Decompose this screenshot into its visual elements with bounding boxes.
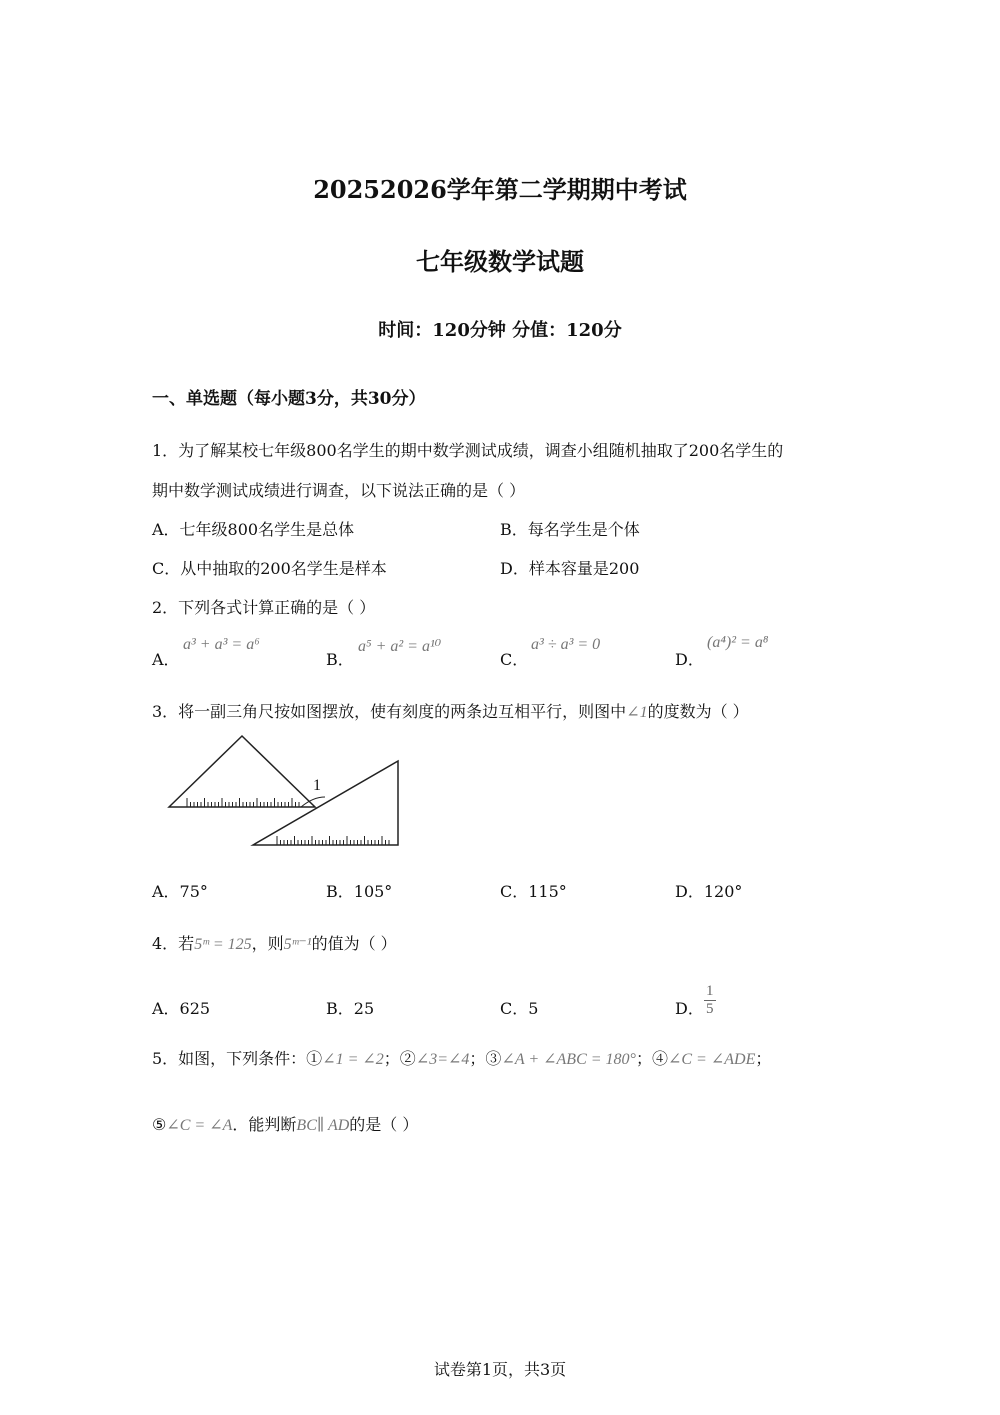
q5-stem-line2 <box>152 1112 418 1135</box>
q4-option-d-fraction <box>704 983 716 1018</box>
q4-option-b: B．25 <box>326 999 375 1018</box>
q2-option-d-math: (a⁴)² = a⁸ <box>707 634 769 651</box>
q5-sep-1: ；② <box>383 1049 416 1068</box>
q4-expression-math: 5ᵐ⁻¹ <box>283 936 312 953</box>
q1-option-c: C．从中抽取的200名学生是样本 <box>152 559 387 578</box>
q3-stem-post: 的度数为（ ） <box>647 702 749 721</box>
q5-sep-2: ；③ <box>469 1049 502 1068</box>
q5-condition-1: ∠1 = ∠2 <box>322 1051 384 1068</box>
q5-condition-3: ∠A + ∠ABC = 180° <box>501 1051 636 1068</box>
angle-1-label: 1 <box>313 777 321 794</box>
q5-condition-5: ∠C = ∠A <box>166 1117 233 1134</box>
q5-stem-line1 <box>152 1046 771 1069</box>
triangle-rulers-figure <box>165 733 405 848</box>
q1-option-b: B．每名学生是个体 <box>500 520 640 539</box>
q2-stem: 2．下列各式计算正确的是（ ） <box>152 598 376 617</box>
q4-option-a: A．625 <box>152 999 211 1018</box>
q1-stem-line1: 1．为了解某校七年级800名学生的期中数学测试成绩，调查小组随机抽取了200名学生的 <box>152 441 784 460</box>
exam-meta: 时间：120分钟 分值：120分 <box>378 320 622 341</box>
ruler-triangle-45 <box>169 736 315 807</box>
q4-option-d-label: D． <box>675 999 704 1018</box>
q5-line2-post: 的是（ ） <box>349 1115 419 1134</box>
q3-angle-math: ∠1 <box>626 704 648 721</box>
q2-option-a-label: A． <box>152 650 180 669</box>
q5-condition-2: ∠3=∠4 <box>415 1051 470 1068</box>
section-heading: 一、单选题（每小题3分，共30分） <box>152 389 426 409</box>
exam-subtitle: 七年级数学试题 <box>416 247 584 276</box>
q3-option-b: B．105° <box>326 882 393 901</box>
q2-option-b-label: B． <box>326 650 354 669</box>
q3-stem <box>152 699 749 722</box>
q3-option-c: C．115° <box>500 882 567 901</box>
q3-stem-pre: 3．将一副三角尺按如图摆放，使有刻度的两条边互相平行，则图中 <box>152 702 627 721</box>
q4-stem-post: 的值为（ ） <box>311 934 397 953</box>
q2-option-c-math: a³ ÷ a³ = 0 <box>531 636 601 653</box>
q2-option-d-label: D． <box>675 650 704 669</box>
q5-line2-mid: ．能判断 <box>232 1115 297 1134</box>
q2-option-c-label: C． <box>500 650 529 669</box>
q2-option-a-math: a³ + a³ = a⁶ <box>183 636 260 653</box>
q3-option-d: D．120° <box>675 882 743 901</box>
page-footer: 试卷第1页，共3页 <box>433 1360 567 1379</box>
q1-option-a: A．七年级800名学生是总体 <box>152 520 355 539</box>
q5-sep-3: ；④ <box>635 1049 668 1068</box>
exam-title: 20252026学年第二学期期中考试 <box>313 175 687 204</box>
q4-option-c: C．5 <box>500 999 539 1018</box>
q5-line2-pre: ⑤ <box>152 1115 167 1134</box>
q4-stem-pre: 4．若 <box>152 934 195 953</box>
q1-option-d: D．样本容量是200 <box>500 559 640 578</box>
q5-stem-pre: 5．如图，下列条件：① <box>152 1049 323 1068</box>
fraction-denominator: 5 <box>706 1001 714 1017</box>
q4-stem <box>152 931 397 954</box>
fraction-numerator: 1 <box>706 983 714 999</box>
q3-option-a: A．75° <box>152 882 208 901</box>
q5-parallel-math: BC∥ AD <box>296 1117 350 1134</box>
q4-stem-mid: ，则 <box>251 934 284 953</box>
q5-sep-4: ； <box>755 1049 772 1068</box>
q5-condition-4: ∠C = ∠ADE <box>667 1051 756 1068</box>
ruler-ticks-top <box>187 798 299 807</box>
q4-condition-math: 5ᵐ = 125 <box>194 936 252 953</box>
q2-option-b-math: a⁵ + a² = a¹⁰ <box>358 638 442 655</box>
q1-stem-line2: 期中数学测试成绩进行调查，以下说法正确的是（ ） <box>152 481 526 500</box>
